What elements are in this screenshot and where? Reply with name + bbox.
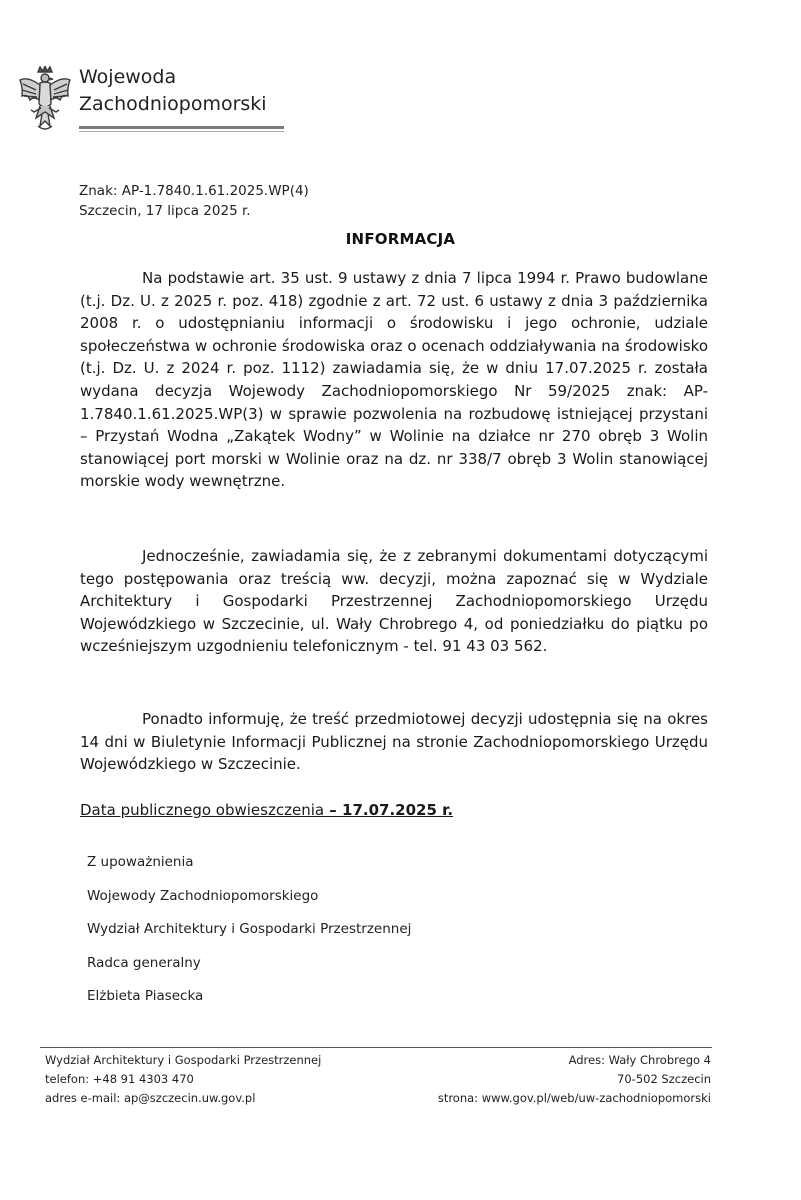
signature-line: Radca generalny bbox=[87, 954, 201, 971]
footer-phone: telefon: +48 91 4303 470 bbox=[45, 1072, 194, 1086]
signature-block bbox=[87, 852, 411, 1020]
office-name-line1: Wojewoda bbox=[79, 66, 177, 88]
office-name-line2: Zachodniopomorski bbox=[79, 93, 267, 115]
header-rule-thin bbox=[79, 131, 284, 132]
document-meta bbox=[79, 181, 309, 221]
footer-email: adres e-mail: ap@szczecin.uw.gov.pl bbox=[45, 1091, 256, 1105]
footer-department: Wydział Architektury i Gospodarki Przestrzennej bbox=[45, 1053, 322, 1067]
publication-date-line bbox=[80, 801, 453, 819]
publication-separator: – bbox=[324, 801, 343, 819]
footer-address bbox=[438, 1051, 711, 1108]
footer-street: Adres: Wały Chrobrego 4 bbox=[568, 1053, 711, 1067]
signature-line: Elżbieta Piasecka bbox=[87, 988, 204, 1004]
paragraph-3 bbox=[80, 708, 708, 776]
publication-label: Data publicznego obwieszczenia bbox=[80, 801, 325, 819]
paragraph-2 bbox=[80, 545, 708, 658]
paragraph-text: Jednocześnie, zawiadamia się, że z zebranymi dokumentami dotyczącymi tego postępowania oraz treścią ww. decyzji, można zapoznać się w Wydziale Architektury i Gospodarki Przestrzennej Zachodniopomorskiego Urzędu Wojewódzkiego w Szczecinie, ul. Wały Chrobrego 4, od poniedziałku do piątku po wcześniejszym uzgodnieniu telefonicznym - tel. 91 43 03 562. bbox=[80, 547, 708, 656]
paragraph-1 bbox=[80, 267, 708, 493]
document-title: INFORMACJA bbox=[345, 230, 456, 248]
footer-contact bbox=[45, 1051, 321, 1108]
signature-line: Z upoważnienia bbox=[87, 854, 194, 870]
header-rule bbox=[79, 126, 284, 129]
footer-rule bbox=[40, 1047, 712, 1048]
footer-website: strona: www.gov.pl/web/uw-zachodniopomorski bbox=[437, 1091, 711, 1105]
reference-number: Znak: AP-1.7840.1.61.2025.WP(4) bbox=[79, 183, 309, 199]
eagle-emblem-icon bbox=[18, 66, 72, 136]
office-name bbox=[79, 64, 267, 118]
paragraph-text: Na podstawie art. 35 ust. 9 ustawy z dnia 7 lipca 1994 r. Prawo budowlane (t.j. Dz. U. z 2025 r. poz. 418) zgodnie z art. 72 ust. 6 ustawy z dnia 3 października 2008 r. o udostępnianiu informacji o środowisku i jego ochronie, udziale społeczeństwa w ochronie środowiska oraz o ocenach oddziaływania na środowisko (t.j. Dz. U. z 2024 r. poz. 1112) zawiadamia się, że w dniu 17.07.2025 r. została wydana decyzja Wojewody Zachodniopomorskiego Nr 59/2025 znak: AP-1.7840.1.61.2025.WP(3) w sprawie pozwolenia na rozbudowę istniejącej przystani – Przystań Wodna „Zakątek Wodny” w Wolinie na działce nr 270 obręb 3 Wolin stanowiącej port morski w Wolinie oraz na dz. nr 338/7 obręb 3 Wolin stanowiącej morskie wody wewnętrzne. bbox=[80, 269, 708, 491]
place-and-date: Szczecin, 17 lipca 2025 r. bbox=[79, 203, 251, 219]
signature-line: Wojewody Zachodniopomorskiego bbox=[87, 887, 319, 904]
footer-city: 70-502 Szczecin bbox=[617, 1072, 711, 1086]
publication-date: 17.07.2025 r. bbox=[342, 801, 454, 819]
signature-line: Wydział Architektury i Gospodarki Przestrzennej bbox=[87, 921, 412, 937]
letterhead bbox=[18, 64, 278, 144]
paragraph-text: Ponadto informuję, że treść przedmiotowej decyzji udostępnia się na okres 14 dni w Biuletynie Informacji Publicznej na stronie Zachodniopomorskiego Urzędu Wojewódzkiego w Szczecinie. bbox=[80, 710, 708, 774]
